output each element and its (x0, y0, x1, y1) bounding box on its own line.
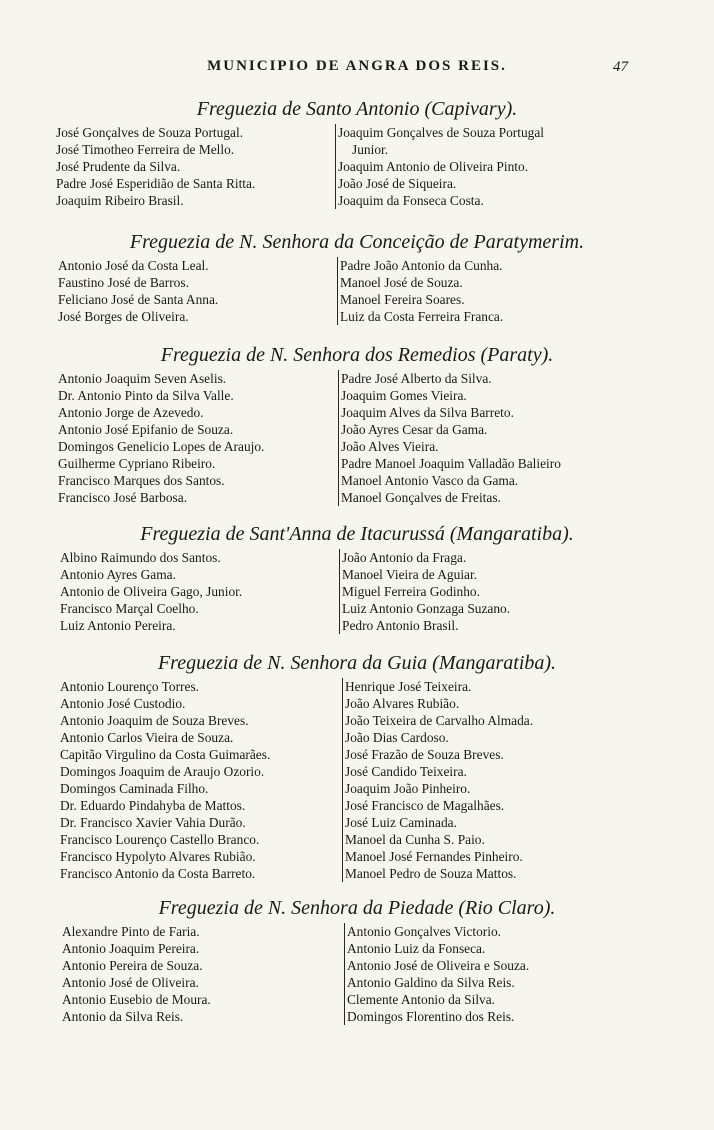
name-entry: Faustino José de Barros. (58, 275, 189, 290)
name-entry: Dr. Eduardo Pindahyba de Mattos. (60, 798, 246, 813)
parish-title: Freguezia de N. Senhora dos Remedios (Paraty). (160, 344, 554, 366)
name-entry: Domingos Genelicio Lopes de Araujo. (58, 439, 265, 454)
name-entry: Antonio Jorge de Azevedo. (58, 405, 204, 420)
name-entry: Domingos Joaquim de Araujo Ozorio. (60, 764, 265, 779)
parish-title: Freguezia de N. Senhora da Piedade (Rio Claro). (158, 897, 556, 919)
name-entry: José Candido Teixeira. (345, 764, 467, 779)
right-column (338, 370, 561, 506)
name-entry: Francisco José Barbosa. (58, 490, 188, 505)
name-entry: Francisco Marques dos Santos. (58, 473, 225, 488)
name-entry: João Dias Cardoso. (345, 730, 449, 745)
name-entry: Francisco Lourenço Castello Branco. (60, 832, 260, 847)
name-entry: João Antonio da Fraga. (342, 550, 467, 565)
name-entry: Antonio Ayres Gama. (60, 567, 176, 582)
name-entry: Miguel Ferreira Godinho. (342, 584, 480, 599)
right-column (339, 549, 510, 634)
running-header (0, 58, 714, 82)
parish-title: Freguezia de Santo Antonio (Capivary). (196, 98, 518, 120)
name-entry: Antonio Galdino da Silva Reis. (347, 975, 515, 990)
name-entry: Manoel José de Souza. (340, 275, 463, 290)
name-entry: Francisco Hypolyto Alvares Rubião. (60, 849, 256, 864)
name-entry: Alexandre Pinto de Faria. (62, 924, 200, 939)
parish-section-piedade (0, 893, 714, 1024)
name-entry: Luiz da Costa Ferreira Franca. (340, 309, 504, 324)
name-entry: Padre Manoel Joaquim Valladão Balieiro (341, 456, 561, 471)
name-entry: Manoel José Fernandes Pinheiro. (345, 849, 523, 864)
page-number: 47 (613, 59, 628, 75)
name-entry: Antonio de Oliveira Gago, Junior. (60, 584, 243, 599)
name-entry: Padre João Antonio da Cunha. (340, 258, 503, 273)
name-entry: Manoel Pedro de Souza Mattos. (345, 866, 517, 881)
name-entry: Antonio Lourenço Torres. (60, 679, 200, 694)
parish-title: Freguezia de N. Senhora da Conceição de Paratymerim. (129, 231, 585, 253)
left-column (60, 549, 242, 634)
parish-section-santo-antonio (0, 94, 714, 208)
name-entry: Dr. Francisco Xavier Vahia Durão. (60, 815, 246, 830)
name-entry: Domingos Florentino dos Reis. (347, 1009, 515, 1024)
parish-section-paraty (0, 340, 714, 505)
left-column (56, 124, 255, 209)
right-column (335, 124, 544, 209)
name-entry: Feliciano José de Santa Anna. (58, 292, 219, 307)
parish-title: Freguezia de N. Senhora da Guia (Mangaratiba). (157, 652, 557, 674)
name-entry: Joaquim da Fonseca Costa. (338, 193, 484, 208)
parish-title: Freguezia de Sant'Anna de Itacurussá (Mangaratiba). (140, 523, 574, 545)
right-column (344, 923, 529, 1025)
name-entry: Dr. Antonio Pinto da Silva Valle. (58, 388, 234, 403)
name-entry: Antonio José Custodio. (60, 696, 186, 711)
name-columns (0, 370, 714, 505)
page-header-title: MUNICIPIO DE ANGRA DOS REIS. (207, 58, 507, 74)
parish-section-guia (0, 648, 714, 881)
name-entry: Capitão Virgulino da Costa Guimarães. (60, 747, 271, 762)
name-entry: Joaquim Ribeiro Brasil. (56, 193, 184, 208)
name-entry: Manoel Antonio Vasco da Gama. (341, 473, 519, 488)
parish-section-itacurussa (0, 519, 714, 633)
name-entry: Antonio José de Oliveira e Souza. (347, 958, 530, 973)
name-entry: Manoel Vieira de Aguiar. (342, 567, 478, 582)
name-columns (0, 923, 714, 1024)
name-entry: Joaquim Gomes Vieira. (341, 388, 467, 403)
name-entry: Antonio José da Costa Leal. (58, 258, 209, 273)
name-entry: Albino Raimundo dos Santos. (60, 550, 221, 565)
name-entry: José Borges de Oliveira. (58, 309, 189, 324)
name-entry: Antonio da Silva Reis. (62, 1009, 184, 1024)
name-entry: Joaquim Alves da Silva Barreto. (341, 405, 514, 420)
name-entry: Joaquim Gonçalves de Souza Portugal (338, 125, 545, 140)
name-entry: Antonio José de Oliveira. (62, 975, 199, 990)
name-entry: Antonio Joaquim Pereira. (62, 941, 200, 956)
name-entry: Guilherme Cypriano Ribeiro. (58, 456, 216, 471)
name-entry: João Alvares Rubião. (345, 696, 460, 711)
name-entry: José Prudente da Silva. (56, 159, 181, 174)
name-columns (0, 124, 714, 208)
name-entry: José Gonçalves de Souza Portugal. (56, 125, 244, 140)
name-entry: Luiz Antonio Pereira. (60, 618, 176, 633)
name-columns (0, 257, 714, 324)
left-column (60, 678, 270, 882)
right-column (337, 257, 503, 325)
name-entry: João Ayres Cesar da Gama. (341, 422, 488, 437)
name-entry: Antonio Gonçalves Victorio. (347, 924, 502, 939)
name-entry: Padre José Alberto da Silva. (341, 371, 492, 386)
name-entry: João Alves Vieira. (341, 439, 439, 454)
name-entry: Antonio Joaquim de Souza Breves. (60, 713, 249, 728)
name-entry: José Luiz Caminada. (345, 815, 457, 830)
right-column (342, 678, 533, 882)
name-entry: Francisco Marçal Coelho. (60, 601, 199, 616)
name-entry: Pedro Antonio Brasil. (342, 618, 459, 633)
name-entry: Manoel Gonçalves de Freitas. (341, 490, 501, 505)
name-entry: João José de Siqueira. (338, 176, 457, 191)
name-entry: Manoel da Cunha S. Paio. (345, 832, 485, 847)
left-column (58, 370, 264, 506)
name-entry: Antonio Eusebio de Moura. (62, 992, 211, 1007)
left-column (62, 923, 211, 1025)
name-entry: José Francisco de Magalhães. (345, 798, 505, 813)
name-entry: Padre José Esperidião de Santa Ritta. (56, 176, 256, 191)
name-entry: Luiz Antonio Gonzaga Suzano. (342, 601, 511, 616)
name-entry: Manoel Fereira Soares. (340, 292, 465, 307)
name-entry: Antonio Pereira de Souza. (62, 958, 203, 973)
name-columns (0, 678, 714, 881)
parish-section-paratymerim (0, 227, 714, 324)
name-entry: José Frazão de Souza Breves. (345, 747, 504, 762)
name-entry: Antonio Carlos Vieira de Souza. (60, 730, 234, 745)
name-columns (0, 549, 714, 633)
name-entry: Antonio Luiz da Fonseca. (347, 941, 486, 956)
name-entry: Domingos Caminada Filho. (60, 781, 209, 796)
name-entry: Francisco Antonio da Costa Barreto. (60, 866, 256, 881)
name-entry: Joaquim João Pinheiro. (345, 781, 471, 796)
left-column (58, 257, 218, 325)
name-entry: Antonio Joaquim Seven Aselis. (58, 371, 227, 386)
name-entry: Joaquim Antonio de Oliveira Pinto. (338, 159, 529, 174)
name-entry: Henrique José Teixeira. (345, 679, 472, 694)
name-entry: Clemente Antonio da Silva. (347, 992, 496, 1007)
name-entry: Antonio José Epifanio de Souza. (58, 422, 234, 437)
name-entry: João Teixeira de Carvalho Almada. (345, 713, 534, 728)
name-entry-continuation: Junior. (352, 142, 389, 157)
name-entry: José Timotheo Ferreira de Mello. (56, 142, 235, 157)
